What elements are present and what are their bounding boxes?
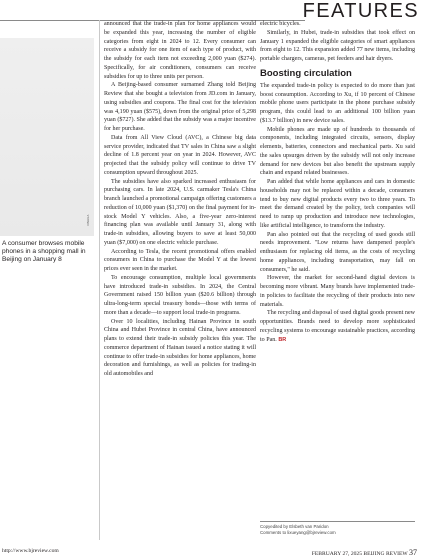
section-subhead: Boosting circulation — [260, 67, 352, 79]
paragraph-text: The recycling and disposal of used digital goods present new opportunities. Brands need to develop more sophisticated recycling systems to encourage sustainable practices, according to Pan. — [260, 310, 415, 343]
page-number: 37 — [409, 548, 417, 557]
column-divider — [99, 20, 100, 540]
article-paragraph: The expanded trade-in policy is expected to do more than just boost consumption. According to Xu, if 10 percent of Chinese mobile phone users participate in the phone purchase subsidy program, this could lead to an additional 100 billion yuan ($13.7 billion) in new device sales. — [260, 82, 415, 124]
photo-credit: XINHUA — [86, 214, 90, 226]
end-mark: BR — [278, 336, 287, 343]
footer-url: http://www.bjreview.com — [2, 548, 59, 554]
article-paragraph — [104, 81, 256, 134]
photo-shopping-mall — [0, 38, 94, 236]
copyright-box — [260, 521, 415, 535]
copyedit-credit: Copyedited by Elsbeth van Paridon — [260, 524, 329, 529]
article-paragraph: Pan added that while home appliances and cars in domestic households may not be replaced within a decade, consumers tend to buy new digital products every two to three years. To meet the demand created by the policy, tech companies will need to ramp up production and introduce new technologies, like artificial intelligence, to transform the industry. — [260, 179, 415, 229]
article-paragraph: According to Tesla, the recent promotional offers enabled consumers in China to purchase the Model Y at the lowest prices ever seen in the market. — [104, 248, 256, 272]
footer-issue — [312, 548, 417, 557]
footer-issue-text: FEBRUARY 27, 2025 BEIJING REVIEW — [311, 551, 408, 557]
article-column-1 — [104, 20, 256, 379]
article-paragraph — [260, 309, 415, 344]
comments-email: Comments to lixueyang@bjreview.com — [260, 529, 336, 535]
section-label: FEATURES — [302, 0, 419, 22]
article-paragraph: Similarly, in Hubei, trade-in subsidies that took effect on January 1 expanded the eligible categories of smart appliances from eight to 12. This expansion added 77 new items, including portable chargers, cameras, pet feeders and hair dryers. — [260, 29, 415, 62]
article-paragraph: The subsidies have also sparked increased enthusiasm for purchasing cars. In late 2024, U.S. carmaker Tesla's China branch launched a promotional campaign offering customers a reduction of 10,000 yuan ($1,370) on the final payment for in-stock Model Y vehicles. Also, a five-year zero-interest financing plan was available until January 31, along with trade-in subsidies, allowing buyers to save at least 50,000 yuan ($7,000) on one electric vehicle purchase. — [104, 178, 256, 246]
photo-caption: A consumer browses mobile phones in a shopping mall in Beijing on January 8 — [2, 240, 86, 264]
article-paragraph: Data from All View Cloud (AVC), a Chinese big data service provider, indicated that TV sales in China saw a slight decline of 1.8 percent year on year in 2024. However, AVC projected that the subsidy policy will continue to drive TV consumption upward throughout 2025. — [104, 134, 256, 176]
article-paragraph: Pan also pointed out that the recycling of used goods still needs improvement. "Low returns have dampened people's enthusiasm for replacing old items, as the costs of recycling home appliances, including transportation, may fall on consumers," he said. — [260, 231, 415, 273]
article-paragraph: Mobile phones are made up of hundreds to thousands of components, including integrated circuits, sensors, display elements, batteries, connectors and mechanical parts. Xu said the sales upsurges driven by the subsidy will not only increase demand for new devices but also benefit the upstream supply chain and expand related businesses. — [260, 126, 415, 177]
article-paragraph: Over 10 localities, including Hainan Province in south China and Hubei Province in central China, have announced plans to extend their trade-in subsidy policies this year. The commerce department of Hainan issued a notice stating it will continue to offer trade-in subsidies for home appliances, home decoration and furnishings, as well as policies for trading-in old automobiles and — [104, 318, 256, 377]
article-paragraph: electric bicycles. — [260, 21, 301, 27]
article-column-2 — [260, 20, 415, 344]
article-paragraph: To encourage consumption, multiple local governments have introduced trade-in subsidies. In 2024, the Central Government raised 150 billion yuan ($20.6 billion) through ultra-long-term special treasury bonds—those with terms of more than a decade—to support local trade-in programs. — [104, 274, 256, 316]
paragraph-text: A Beijing-based consumer surnamed Zhang told Beijing Review that she bought a television from JD.com in January, using subsidies and coupons. The final cost for the television was 4,190 yuan ($575), down from the original price of 5,298 yuan ($727). She added that the subsidy was a major incentive for her purchase. — [104, 82, 256, 132]
article-paragraph: However, the market for second-hand digital devices is becoming more vibrant. Many brands have implemented trade-in policies to facilitate the recycling of their products into new materials. — [260, 275, 415, 308]
article-paragraph: announced that the trade-in plan for home appliances would be expanded this year, increasing the number of eligible categories from eight in 2024 to 12. Every consumer can receive a subsidy for one item of each type of product, with the subsidy for each item not exceeding 2,000 yuan ($274). Specifically, for air conditioners, consumers can receive subsidies for up to three units per person. — [104, 21, 256, 80]
